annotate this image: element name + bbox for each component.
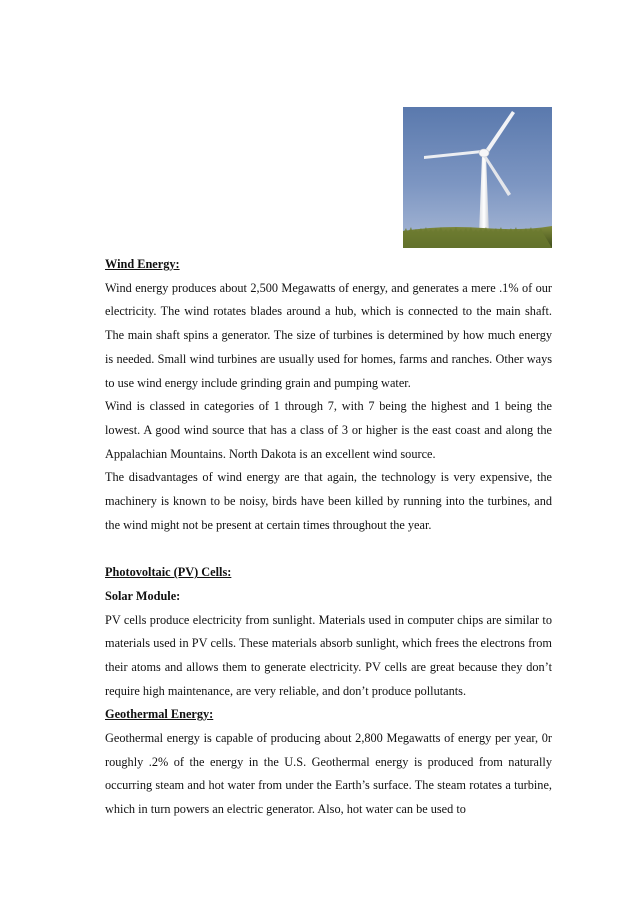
solar-module-subheading: Solar Module: bbox=[105, 588, 181, 603]
wind-energy-paragraph-2: Wind is classed in categories of 1 through 7, with 7 being the highest and 1 being the lowest. A good wind source that has a class of 3 or higher is the east coast and along the Appalachian Mountains. North Dakota is an excellent wind source. bbox=[105, 399, 552, 461]
wind-turbine-image bbox=[403, 107, 552, 248]
wind-energy-paragraph-1: Wind energy produces about 2,500 Megawatts of energy, and generates a mere .1% of our electricity. The wind rotates blades around a hub, which is connected to the main shaft. The main shaft spins a generator. The size of turbines is determined by how much energy is needed. Small wind turbines are usually used for homes, farms and ranches. Other ways to use wind energy include grinding grain and pumping water. bbox=[105, 280, 552, 390]
geothermal-energy-paragraph: Geothermal energy is capable of producing about 2,800 Megawatts of energy per year, 0r roughly .2% of the energy in the U.S. Geothermal energy is produced from naturally occurring steam and hot water from under the Earth’s surface. The steam rotates a turbine, which in turn powers an electric generator. Also, hot water can be used to bbox=[105, 731, 552, 817]
pv-cells-heading: Photovoltaic (PV) Cells: bbox=[105, 565, 232, 580]
geothermal-energy-heading: Geothermal Energy: bbox=[105, 707, 214, 722]
wind-turbine-photo bbox=[403, 107, 552, 248]
section-spacer bbox=[105, 537, 552, 561]
document-body bbox=[105, 253, 552, 822]
pv-cells-paragraph: PV cells produce electricity from sunlight. Materials used in computer chips are similar to materials used in PV cells. These materials absorb sunlight, which frees the electrons from their atoms and allows them to generate electricity. PV cells are great because they don’t require high maintenance, are very reliable, and don’t produce pollutants. bbox=[105, 612, 552, 698]
wind-energy-paragraph-3: The disadvantages of wind energy are that again, the technology is very expensive, the machinery is known to be noisy, birds have been killed by running into the turbines, and the wind might not be present at certain times throughout the year. bbox=[105, 470, 552, 532]
wind-energy-heading: Wind Energy: bbox=[105, 257, 180, 271]
